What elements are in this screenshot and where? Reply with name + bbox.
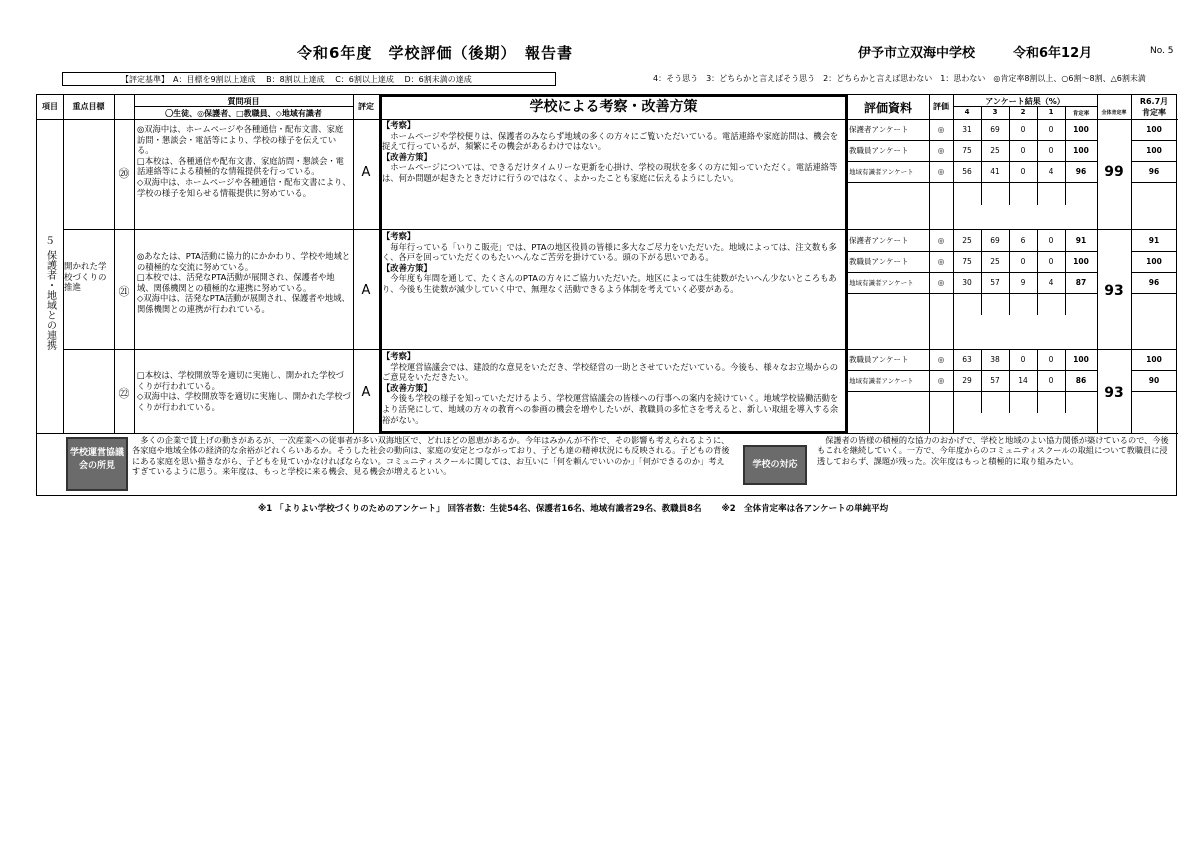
survey-3: 25 bbox=[990, 257, 1000, 266]
row-number: ㉑ bbox=[118, 285, 130, 298]
survey-source: 保護者アンケート bbox=[849, 236, 909, 245]
survey-eval: ◎ bbox=[937, 278, 945, 287]
col-n4: 4 bbox=[964, 108, 970, 116]
question-text: ◎あなたは、PTA活動に協力的にかかわり、学校や地域との積極的な交流に努めている。 □本校では、活発なPTA活動が展開され、保護者や地域、関係機関との積極的な連携に努めている。 ◇双海中は、活発なPTA活動が展開され、保護者や地域、関係機関との連携が行われている。 bbox=[137, 251, 351, 314]
page-number: No. 5 bbox=[1150, 46, 1174, 56]
col-rate: 肯定率 bbox=[1072, 111, 1090, 117]
council-opinion: 多くの企業で賃上げの動きがあるが、一次産業への従事者が多い双海地区で、どれほどの恩恵があるか。今年はみかんが不作で、その影響も考えられるように、各家庭や地域全体の経済的な余裕がどれくらいあるか。そうした社会の動向は、家庭の安定とつながっており、子ども達の精神状況にも反映される。子どもの背後にある家庭を思い描きながら、子どもを見ていかなければならない。コミュニティスクールに関しては、お互いに「何を頼んでいいのか」「何ができるのか」考えすぎているように思う。来年度は、もっと学校に来る機会、見る機会が増えるといい。 bbox=[132, 435, 730, 477]
survey-4: 31 bbox=[962, 125, 972, 134]
response-label: 学校の対応 bbox=[743, 445, 807, 485]
survey-eval: ◎ bbox=[937, 125, 945, 134]
survey-eval: ◎ bbox=[937, 236, 945, 245]
survey-prev: 96 bbox=[1148, 167, 1160, 176]
survey-rate: 100 bbox=[1073, 125, 1089, 134]
consider-heading: 【考察】 bbox=[382, 351, 416, 361]
overall-rate: 93 bbox=[1104, 385, 1124, 401]
report-date: 令和6年12月 bbox=[1013, 46, 1093, 61]
section-goal: 開かれた学校づくりの推進 bbox=[64, 262, 107, 294]
survey-source: 教職員アンケート bbox=[849, 257, 909, 266]
consider-text: 毎年行っている「いりこ販売」では、PTAの地区役員の皆様に多大なご尽力をいただいた。地域によっては、注文数も多く、各戸を回っていただくのもたいへんなご苦労を掛けている。頭の下がる思いである。 bbox=[382, 241, 837, 263]
col-question: 質問項目 bbox=[227, 97, 260, 106]
col-survey: アンケート結果（%） bbox=[985, 97, 1065, 106]
survey-1: 4 bbox=[1048, 278, 1054, 287]
survey-source: 地域有識者アンケート bbox=[849, 279, 914, 287]
col-overall: 全体肯定率 bbox=[1101, 110, 1127, 116]
section-item bbox=[37, 235, 63, 350]
survey-1: 0 bbox=[1048, 257, 1054, 266]
improve-heading: 【改善方策】 bbox=[382, 262, 432, 273]
consider-heading: 【考察】 bbox=[382, 120, 416, 130]
survey-rate: 96 bbox=[1075, 167, 1087, 176]
improve-text: ホームページについては、できるだけタイムリーな更新を心掛け、学校の現状を多くの方に知っていただく。電話連絡等は、何か問題が起きたときだけに行うのではなく、よかったことも家庭に伝えるようにしたい。 bbox=[382, 162, 838, 183]
survey-1: 4 bbox=[1048, 167, 1054, 176]
survey-1: 0 bbox=[1048, 376, 1054, 385]
col-analysis: 学校による考察・改善方策 bbox=[529, 99, 698, 115]
survey-source: 教職員アンケート bbox=[849, 146, 909, 155]
survey-3: 69 bbox=[990, 125, 1000, 134]
row-number: ⑳ bbox=[118, 167, 130, 180]
survey-source: 教職員アンケート bbox=[849, 355, 909, 364]
consider-text: 学校運営協議会では、建設的な意見をいただき、学校経営の一助とさせていただいている。今後も、様々なお立場からのご意見をいただきたい。 bbox=[382, 361, 839, 383]
section-number: ５ bbox=[45, 236, 55, 247]
survey-rate: 91 bbox=[1075, 236, 1087, 245]
col-n2: 2 bbox=[1020, 108, 1026, 116]
col-n3: 3 bbox=[992, 108, 998, 116]
survey-rate: 87 bbox=[1075, 278, 1087, 287]
survey-eval: ◎ bbox=[937, 146, 945, 155]
improve-heading: 【改善方策】 bbox=[382, 151, 432, 162]
survey-2: 6 bbox=[1020, 236, 1026, 245]
survey-2: 0 bbox=[1020, 167, 1026, 176]
consider-heading: 【考察】 bbox=[382, 231, 416, 241]
report-title: 令和6年度 学校評価（後期） 報告書 bbox=[297, 44, 573, 62]
row-number: ㉒ bbox=[118, 387, 130, 400]
survey-2: 0 bbox=[1020, 146, 1026, 155]
survey-4: 75 bbox=[962, 257, 972, 266]
overall-rate: 93 bbox=[1104, 283, 1124, 299]
survey-4: 56 bbox=[962, 167, 972, 176]
survey-eval: ◎ bbox=[937, 376, 945, 385]
col-evaluation: 評価 bbox=[933, 102, 949, 111]
school-name: 伊予市立双海中学校 bbox=[858, 46, 976, 61]
survey-source: 保護者アンケート bbox=[849, 125, 909, 134]
survey-3: 57 bbox=[990, 376, 1000, 385]
survey-1: 0 bbox=[1048, 355, 1054, 364]
survey-prev: 96 bbox=[1148, 278, 1160, 287]
question-text: ◎双海中は、ホームページや各種通信・配布文書、家庭訪問・懇談会・電話等により、学校の様子を伝えている。 □本校は、各種通信や配布文書、家庭訪問・懇談会・電話連絡等による積極的な情報提供を行っている。 ◇双海中は、ホームページや各種通信・配布文書により、学校の様子を知らせる情報提供に努めている。 bbox=[137, 124, 351, 198]
survey-rate: 100 bbox=[1073, 355, 1089, 364]
survey-source: 地域有識者アンケート bbox=[849, 168, 914, 176]
col-goal: 重点目標 bbox=[72, 102, 105, 111]
survey-4: 30 bbox=[962, 278, 972, 287]
survey-prev: 100 bbox=[1146, 125, 1162, 134]
survey-4: 25 bbox=[962, 236, 972, 245]
col-item: 項目 bbox=[42, 102, 58, 111]
survey-2: 0 bbox=[1020, 355, 1026, 364]
col-n1: 1 bbox=[1048, 108, 1054, 116]
survey-prev: 100 bbox=[1146, 355, 1162, 364]
survey-4: 75 bbox=[962, 146, 972, 155]
survey-source: 地域有識者アンケート bbox=[849, 377, 914, 385]
survey-4: 29 bbox=[962, 376, 972, 385]
rating-criteria: 【評定基準】 A：目標を9割以上達成 B：8割以上達成 C：6割以上達成 D：6割未満の達成 bbox=[62, 72, 556, 86]
survey-prev: 91 bbox=[1148, 236, 1160, 245]
col-material: 評価資料 bbox=[863, 101, 912, 115]
survey-scale-legend: 4：そう思う 3：どちらかと言えばそう思う 2：どちらかと言えば思わない 1：思わない ◎肯定率8割以上、○6割～8割、△6割未満 bbox=[653, 74, 1146, 83]
survey-eval: ◎ bbox=[937, 257, 945, 266]
survey-4: 63 bbox=[962, 355, 972, 364]
survey-2: 0 bbox=[1020, 257, 1026, 266]
question-text: □本校は、学校開放等を適切に実施し、開かれた学校づくりが行われている。 ◇双海中は、学校開放等を適切に実施し、開かれた学校づくりが行われている。 bbox=[137, 370, 351, 412]
analysis-text bbox=[382, 231, 844, 295]
survey-3: 57 bbox=[990, 278, 1000, 287]
survey-2: 9 bbox=[1020, 278, 1026, 287]
survey-rate: 100 bbox=[1073, 146, 1089, 155]
survey-1: 0 bbox=[1048, 146, 1054, 155]
survey-3: 69 bbox=[990, 236, 1000, 245]
evaluation-table bbox=[36, 94, 1177, 496]
survey-1: 0 bbox=[1048, 125, 1054, 134]
improve-heading: 【改善方策】 bbox=[382, 382, 432, 393]
consider-text: ホームページや学校便りは、保護者のみならず地域の多くの方々にご覧いただいている。電話連絡や家庭訪問は、機会を捉えて行っているが、頻繁にその機会があるわけではない。 bbox=[382, 130, 839, 152]
col-prev-line2: 肯定率 bbox=[1142, 108, 1166, 117]
col-prev-line1: R6.7月 bbox=[1139, 97, 1169, 106]
survey-2: 14 bbox=[1018, 376, 1028, 385]
school-response: 保護者の皆様の積極的な協力のおかげで、学校と地域のよい協力関係が築けているので、今後もこれを継続していく。一方で、今年度からのコミュニティスクールの取組について教職員に浸透しておらず、課題が残った。次年度はもっと積極的に取り組みたい。 bbox=[817, 435, 1169, 466]
analysis-text bbox=[382, 120, 844, 184]
rating-value: A bbox=[361, 385, 371, 400]
survey-prev: 90 bbox=[1148, 376, 1160, 385]
survey-1: 0 bbox=[1048, 236, 1054, 245]
analysis-text bbox=[382, 351, 844, 425]
survey-3: 25 bbox=[990, 146, 1000, 155]
council-label: 学校運営協議会の所見 bbox=[66, 437, 128, 491]
footnote: ※1 「よりよい学校づくりのためのアンケート」 回答者数：生徒54名、保護者16名、地域有識者29名、教職員8名 ※2 全体肯定率は各アンケートの単純平均 bbox=[258, 504, 889, 514]
col-rating: 評定 bbox=[358, 102, 374, 111]
survey-eval: ◎ bbox=[937, 355, 945, 364]
survey-prev: 100 bbox=[1146, 257, 1162, 266]
survey-prev: 100 bbox=[1146, 146, 1162, 155]
improve-text: 今年度も年間を通して、たくさんのPTAの方々にご協力いただいた。地区によっては生徒数がたいへん少ないところもあり、今後も生徒数が減少していく中で、無理なく活動できるよう体制を考えていく必要がある。 bbox=[382, 273, 837, 294]
survey-3: 41 bbox=[990, 167, 1000, 176]
survey-rate: 100 bbox=[1073, 257, 1089, 266]
rating-value: A bbox=[361, 283, 371, 298]
section-name: 保護者・地域との連携 bbox=[44, 250, 56, 350]
survey-eval: ◎ bbox=[937, 167, 945, 176]
survey-3: 38 bbox=[990, 355, 1000, 364]
rating-value: A bbox=[361, 165, 371, 180]
col-question-sub: 〇生徒、◎保護者、□教職員、◇地域有識者 bbox=[165, 109, 322, 118]
improve-text: 今後も学校の様子を知っていただけるよう、学校運営協議会の皆様への行事への案内を続けていく。地域学校協働活動をより活発にして、地域の方々の教育への参画の機会を増やしたいが、教職員の多忙さを考えると、新しい取組を導入する余裕がない。 bbox=[382, 393, 839, 425]
overall-rate: 99 bbox=[1104, 164, 1124, 180]
survey-rate: 86 bbox=[1075, 376, 1087, 385]
survey-2: 0 bbox=[1020, 125, 1026, 134]
